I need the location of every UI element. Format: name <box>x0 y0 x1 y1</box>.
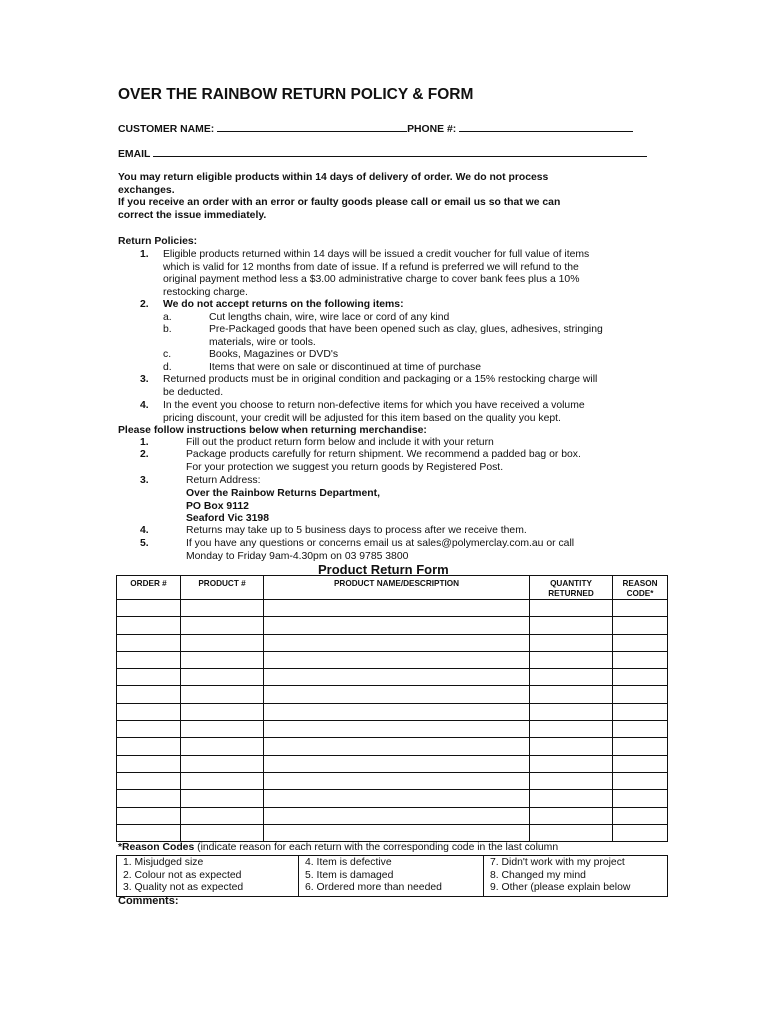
order-cell[interactable] <box>117 617 181 634</box>
sub-line: Pre-Packaged goods that have been opened such as clay, glues, adhesives, stringing <box>209 324 603 335</box>
page-title: OVER THE RAINBOW RETURN POLICY & FORM <box>118 86 474 103</box>
policy-line: Eligible products returned within 14 days will be issued a credit voucher for full value of items <box>163 249 590 260</box>
table-body <box>117 600 668 842</box>
table-row <box>117 807 668 824</box>
reason-header-line: REASON <box>622 579 658 588</box>
reason-codes-col <box>299 856 484 897</box>
form-title: Product Return Form <box>318 562 449 577</box>
reason-code-cell[interactable] <box>613 634 668 651</box>
reason-code: 5. Item is damaged <box>305 869 394 881</box>
instruction-1: Fill out the product return form below and include it with your return <box>186 437 494 448</box>
instructions-heading: Please follow instructions below when returning merchandise: <box>118 425 427 436</box>
reason-code-cell[interactable] <box>613 738 668 755</box>
reason-code: 1. Misjudged size <box>123 857 204 868</box>
sub-item-a: Cut lengths chain, wire, wire lace or cord of any kind <box>209 312 450 323</box>
reason-code: 6. Ordered more than needed <box>305 882 442 893</box>
product-cell[interactable] <box>181 669 264 686</box>
order-cell[interactable] <box>117 772 181 789</box>
table-row <box>117 703 668 720</box>
product-cell[interactable] <box>181 807 264 824</box>
quantity-cell[interactable] <box>530 669 613 686</box>
sub-letter: c. <box>163 349 172 360</box>
intro-line: If you receive an order with an error or faulty goods please call or email us so that we can <box>118 197 561 209</box>
description-cell[interactable] <box>264 686 530 703</box>
order-cell[interactable] <box>117 790 181 807</box>
reason-code: 3. Quality not as expected <box>123 882 244 893</box>
order-cell[interactable] <box>117 738 181 755</box>
order-header: ORDER # <box>117 576 181 600</box>
comments-label: Comments: <box>118 895 179 907</box>
policy-2: We do not accept returns on the following items: <box>163 299 404 310</box>
table-row <box>117 669 668 686</box>
product-cell[interactable] <box>181 703 264 720</box>
policy-number: 4. <box>140 400 149 411</box>
description-cell[interactable] <box>264 703 530 720</box>
quantity-cell[interactable] <box>530 755 613 772</box>
reason-codes-text: (indicate reason for each return with the corresponding code in the last column <box>194 842 559 853</box>
customer-name-field[interactable] <box>118 123 633 137</box>
reason-code: 8. Changed my mind <box>490 869 586 881</box>
quantity-header-line: QUANTITY <box>550 579 592 588</box>
policy-line: pricing discount, your credit will be adjusted for this item based on the quality you kept. <box>163 412 561 424</box>
quantity-cell[interactable] <box>530 617 613 634</box>
instruction-number: 5. <box>140 538 149 549</box>
description-cell[interactable] <box>264 651 530 668</box>
product-cell[interactable] <box>181 755 264 772</box>
description-cell[interactable] <box>264 755 530 772</box>
order-cell[interactable] <box>117 634 181 651</box>
sub-item-c: Books, Magazines or DVD's <box>209 349 339 360</box>
reason-code-cell[interactable] <box>613 651 668 668</box>
reason-code: 9. Other (please explain below <box>490 882 631 893</box>
sub-item-b <box>209 324 603 349</box>
instruction-number: 2. <box>140 449 149 460</box>
intro-line: correct the issue immediately. <box>118 209 267 221</box>
reason-code: 4. Item is defective <box>305 857 392 868</box>
reason-code-cell[interactable] <box>613 807 668 824</box>
instruction-3: Return Address: <box>186 475 261 486</box>
sub-item-d: Items that were on sale or discontinued at time of purchase <box>209 362 482 373</box>
instruction-number: 1. <box>140 437 149 448</box>
reason-code-cell[interactable] <box>613 772 668 789</box>
quantity-cell[interactable] <box>530 686 613 703</box>
policy-number: 1. <box>140 249 149 260</box>
reason-code-cell[interactable] <box>613 824 668 841</box>
policy-line: which is valid for 12 months from date of issue. If a refund is preferred we will refund to the <box>163 261 579 273</box>
reason-code: 2. Colour not as expected <box>123 869 242 881</box>
intro-line: exchanges. <box>118 184 175 196</box>
quantity-cell[interactable] <box>530 721 613 738</box>
quantity-cell[interactable] <box>530 600 613 617</box>
reason-codes-row <box>117 856 668 897</box>
sub-letter: b. <box>163 324 172 335</box>
order-cell[interactable] <box>117 721 181 738</box>
reason-codes-label: *Reason Codes <box>118 842 195 853</box>
table-row <box>117 790 668 807</box>
instruction-line: Monday to Friday 9am-4.30pm on 03 9785 3800 <box>186 550 409 562</box>
table-row <box>117 824 668 841</box>
policy-4 <box>163 400 585 425</box>
reason-code-cell[interactable] <box>613 686 668 703</box>
reason-codes-col <box>117 856 299 897</box>
order-cell[interactable] <box>117 703 181 720</box>
product-cell[interactable] <box>181 721 264 738</box>
email-label: EMAIL <box>118 149 151 160</box>
reason-code-cell[interactable] <box>613 617 668 634</box>
customer-name-line[interactable] <box>217 123 407 132</box>
reason-code-cell[interactable] <box>613 790 668 807</box>
product-cell[interactable] <box>181 634 264 651</box>
policy-3 <box>163 374 597 399</box>
product-cell[interactable] <box>181 600 264 617</box>
reason-codes-note <box>118 842 558 855</box>
table-row <box>117 721 668 738</box>
order-cell[interactable] <box>117 669 181 686</box>
sub-letter: d. <box>163 362 172 373</box>
description-cell[interactable] <box>264 738 530 755</box>
table-row <box>117 651 668 668</box>
table-row <box>117 600 668 617</box>
reason-code: 7. Didn't work with my project <box>490 857 625 868</box>
description-cell[interactable] <box>264 634 530 651</box>
instruction-line: If you have any questions or concerns email us at sales@polymerclay.com.au or call <box>186 538 575 549</box>
product-cell[interactable] <box>181 651 264 668</box>
product-cell[interactable] <box>181 790 264 807</box>
policy-line: original payment method less a $3.00 administrative charge to cover bank fees plus a 10% <box>163 274 580 286</box>
quantity-header <box>530 576 613 600</box>
order-cell[interactable] <box>117 755 181 772</box>
reason-code-cell[interactable] <box>613 755 668 772</box>
description-cell[interactable] <box>264 721 530 738</box>
order-cell[interactable] <box>117 807 181 824</box>
reason-code-cell[interactable] <box>613 703 668 720</box>
order-cell[interactable] <box>117 651 181 668</box>
quantity-cell[interactable] <box>530 651 613 668</box>
policy-number: 2. <box>140 299 149 310</box>
reason-codes-col <box>484 856 668 897</box>
table-row <box>117 772 668 789</box>
reason-code-cell[interactable] <box>613 669 668 686</box>
policy-line: Returned products must be in original condition and packaging or a 15% restocking charge will <box>163 374 598 385</box>
reason-header <box>613 576 668 600</box>
order-cell[interactable] <box>117 686 181 703</box>
policy-number: 3. <box>140 374 149 385</box>
policy-line: be deducted. <box>163 386 224 398</box>
table-row <box>117 755 668 772</box>
reason-code-cell[interactable] <box>613 721 668 738</box>
quantity-cell[interactable] <box>530 790 613 807</box>
product-header: PRODUCT # <box>181 576 264 600</box>
description-cell[interactable] <box>264 772 530 789</box>
quantity-cell[interactable] <box>530 824 613 841</box>
policy-1 <box>163 249 589 299</box>
quantity-cell[interactable] <box>530 703 613 720</box>
description-cell[interactable] <box>264 669 530 686</box>
description-cell[interactable] <box>264 617 530 634</box>
address-line: Seaford Vic 3198 <box>186 513 269 525</box>
table-header-row <box>117 576 668 600</box>
instruction-number: 3. <box>140 475 149 486</box>
description-cell[interactable] <box>264 600 530 617</box>
description-header: PRODUCT NAME/DESCRIPTION <box>264 576 530 600</box>
sub-line: materials, wire or tools. <box>209 336 316 348</box>
table-row <box>117 634 668 651</box>
order-cell[interactable] <box>117 824 181 841</box>
product-cell[interactable] <box>181 617 264 634</box>
product-cell[interactable] <box>181 686 264 703</box>
product-cell[interactable] <box>181 824 264 841</box>
quantity-cell[interactable] <box>530 772 613 789</box>
product-return-table <box>116 575 668 842</box>
return-address <box>186 488 380 526</box>
phone-label: PHONE #: <box>407 124 457 135</box>
policy-line: restocking charge. <box>163 286 248 298</box>
sub-letter: a. <box>163 312 172 323</box>
instruction-line: For your protection we suggest you return goods by Registered Post. <box>186 461 504 473</box>
email-field[interactable] <box>118 148 647 162</box>
quantity-cell[interactable] <box>530 738 613 755</box>
policy-line: In the event you choose to return non-defective items for which you have received a volume <box>163 400 585 411</box>
intro-line: You may return eligible products within 14 days of delivery of order. We do not process <box>118 172 549 183</box>
instruction-4: Returns may take up to 5 business days to process after we receive them. <box>186 525 527 536</box>
instruction-number: 4. <box>140 525 149 536</box>
quantity-header-line: RETURNED <box>548 589 594 598</box>
address-line: PO Box 9112 <box>186 500 249 512</box>
table-row <box>117 686 668 703</box>
quantity-cell[interactable] <box>530 634 613 651</box>
customer-name-label: CUSTOMER NAME: <box>118 124 215 135</box>
instruction-line: Package products carefully for return shipment. We recommend a padded bag or box. <box>186 449 581 460</box>
order-cell[interactable] <box>117 600 181 617</box>
description-cell[interactable] <box>264 824 530 841</box>
reason-code-cell[interactable] <box>613 600 668 617</box>
quantity-cell[interactable] <box>530 807 613 824</box>
description-cell[interactable] <box>264 807 530 824</box>
return-policies-heading: Return Policies: <box>118 236 198 247</box>
intro-text <box>118 172 560 222</box>
email-line[interactable] <box>153 148 647 157</box>
instruction-5 <box>186 538 574 563</box>
table-row <box>117 738 668 755</box>
reason-codes-table <box>116 855 668 897</box>
product-cell[interactable] <box>181 738 264 755</box>
address-line: Over the Rainbow Returns Department, <box>186 488 380 499</box>
table-row <box>117 617 668 634</box>
reason-header-line: CODE* <box>626 589 654 598</box>
instruction-2 <box>186 449 581 474</box>
description-cell[interactable] <box>264 790 530 807</box>
product-cell[interactable] <box>181 772 264 789</box>
phone-line[interactable] <box>459 123 633 132</box>
